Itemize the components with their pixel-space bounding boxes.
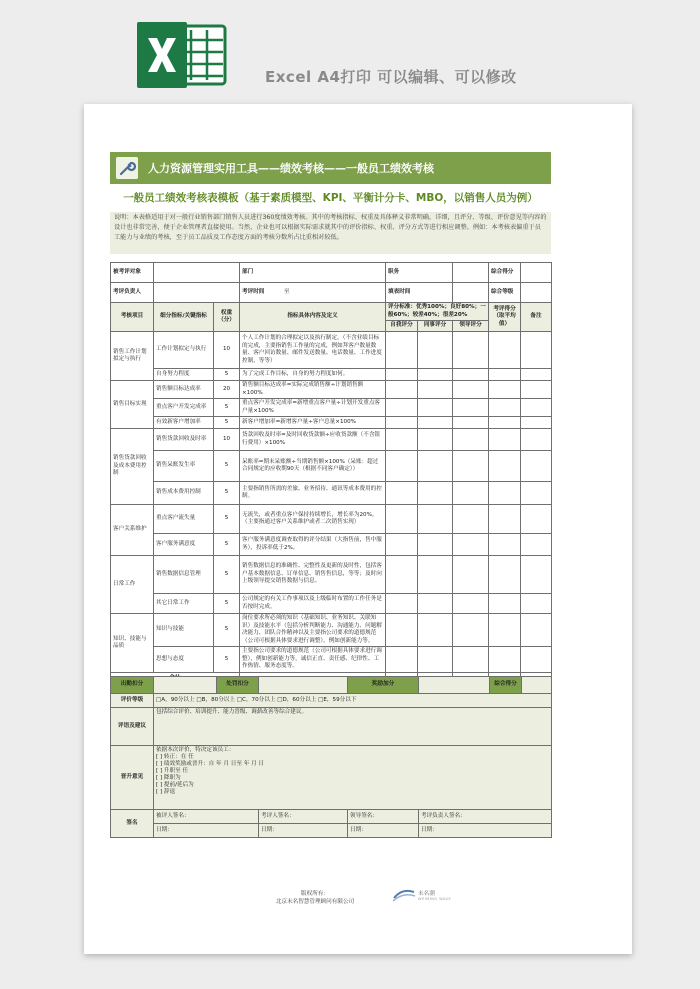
banner-title: 人力资源管理实用工具——绩效考核——一般员工绩效考核 bbox=[148, 162, 434, 175]
weight: 5 bbox=[214, 647, 240, 673]
leader-score-cell[interactable] bbox=[453, 399, 489, 417]
indicator-desc: 个人工作计划的合理拟定以及执行制定。（不含业绩目标的完成，主要指销售工作量的完成，例如拜客户数量数量、客户回访数量、邮件发送数量、电话数量、工作进度控制，等等） bbox=[240, 332, 386, 369]
table-row bbox=[111, 369, 552, 381]
attendance-label: 出勤扣分 bbox=[111, 677, 154, 694]
col-leader: 领导评分 bbox=[453, 321, 489, 332]
leader-score-cell[interactable] bbox=[453, 594, 489, 614]
note-cell[interactable] bbox=[521, 417, 552, 429]
tagline: Excel A4打印 可以编辑、可以修改 bbox=[265, 68, 517, 86]
sub-indicator: 销售数据信息管理 bbox=[154, 556, 214, 594]
note-cell[interactable] bbox=[521, 647, 552, 673]
info-row-1 bbox=[111, 263, 552, 283]
self-score-cell[interactable] bbox=[386, 451, 418, 482]
sub-indicator: 重点客户流失量 bbox=[154, 505, 214, 534]
peer-score-cell[interactable] bbox=[418, 332, 453, 369]
avg-score-cell[interactable] bbox=[489, 614, 521, 647]
info-row-2 bbox=[111, 283, 552, 303]
discipline-label: 处罚扣分 bbox=[217, 677, 259, 694]
peer-score-cell[interactable] bbox=[418, 417, 453, 429]
weight: 5 bbox=[214, 534, 240, 556]
bottom-total-input[interactable] bbox=[522, 677, 552, 694]
leader-score-cell[interactable] bbox=[453, 556, 489, 594]
form-subtitle: 一般员工绩效考核表模板（基于素质模型、KPI、平衡计分卡、MBO，以销售人员为例） bbox=[123, 192, 538, 204]
sign-reviewer[interactable]: 考评人签名： bbox=[259, 810, 348, 824]
dept-label: 部门 bbox=[240, 263, 386, 283]
copyright bbox=[266, 890, 364, 906]
leader-score-cell[interactable] bbox=[453, 429, 489, 451]
attendance-input[interactable] bbox=[154, 677, 217, 694]
sign-leader[interactable]: 领导签名： bbox=[348, 810, 419, 824]
weight: 5 bbox=[214, 594, 240, 614]
header-row-1 bbox=[111, 303, 552, 321]
total-score-label: 综合得分 bbox=[489, 263, 521, 283]
leader-score-cell[interactable] bbox=[453, 369, 489, 381]
sign-row bbox=[111, 810, 552, 824]
self-score-cell[interactable] bbox=[386, 332, 418, 369]
level-label: 综合等级 bbox=[489, 283, 521, 303]
note-cell[interactable] bbox=[521, 429, 552, 451]
indicator-desc: 无流失，或者重点客户保持持续增长，增长率为20%。（主要指通过客户关系维护或者二次销售实现） bbox=[240, 505, 386, 534]
table-row bbox=[111, 647, 552, 673]
note-cell[interactable] bbox=[521, 614, 552, 647]
note-cell[interactable] bbox=[521, 505, 552, 534]
self-score-cell[interactable] bbox=[386, 417, 418, 429]
indicator-desc: 货款回收及时率=及时回收货款额÷应收货款额（不含银行费用）×100% bbox=[240, 429, 386, 451]
sub-indicator: 销售呆账发生率 bbox=[154, 451, 214, 482]
note-cell[interactable] bbox=[521, 369, 552, 381]
suggest-text[interactable]: 包括综合评价、培训提升、能力晋级、调薪改善等综合建议。 bbox=[154, 708, 552, 746]
promo-label: 晋升意见 bbox=[111, 746, 154, 810]
table-row bbox=[111, 332, 552, 369]
peer-score-cell[interactable] bbox=[418, 451, 453, 482]
sub-indicator: 自身努力程度 bbox=[154, 369, 214, 381]
weight: 5 bbox=[214, 417, 240, 429]
fill-date-input[interactable] bbox=[453, 283, 489, 303]
note-cell[interactable] bbox=[521, 451, 552, 482]
peer-score-cell[interactable] bbox=[418, 534, 453, 556]
table-row bbox=[111, 614, 552, 647]
excel-logo-icon bbox=[135, 22, 227, 88]
peer-score-cell[interactable] bbox=[418, 369, 453, 381]
description-box: 说明：本表格适用于对一般行业销售部门销售人员进行360度绩效考核。其中的考核指标、权重及具体释义非常明确，详细，且评分、等级、评价意见等内容的设计也非常完善，便于企业管理者直接使用。当然，企业也可以根据实际需求就其中的评价指标、权重、评分方式等进行相应调整。例如：本考核表偏重于员工能力与业绩的考核，至于员工品质及工作态度方面的考核分数所占比重相对较低。 bbox=[110, 212, 551, 254]
examinee-label: 被考评对象 bbox=[111, 263, 154, 283]
indicator-desc: 销售额目标达成率=实际完成销售额÷计划销售额×100% bbox=[240, 381, 386, 399]
group-name: 知识、技能与品质 bbox=[111, 614, 154, 673]
weight: 5 bbox=[214, 369, 240, 381]
weight: 10 bbox=[214, 429, 240, 451]
self-score-cell[interactable] bbox=[386, 647, 418, 673]
indicator-desc: 主要指公司要求的道德规范（公司可根据具体要求进行调整），例如创新能力等，诚信正直、责任感、纪律性、工作热情、服务态度等。 bbox=[240, 647, 386, 673]
position-label: 职务 bbox=[386, 263, 453, 283]
avg-score-cell[interactable] bbox=[489, 534, 521, 556]
sub-indicator: 有效新客户增加率 bbox=[154, 417, 214, 429]
self-score-cell[interactable] bbox=[386, 505, 418, 534]
note-cell[interactable] bbox=[521, 399, 552, 417]
avg-score-cell[interactable] bbox=[489, 556, 521, 594]
group-name: 销售目标实现 bbox=[111, 381, 154, 429]
discipline-input[interactable] bbox=[259, 677, 348, 694]
indicator-desc: 客户服务满意度调查取得的评分结果（大指售前，售中服务），投诉率低于2%。 bbox=[240, 534, 386, 556]
avg-score-cell[interactable] bbox=[489, 399, 521, 417]
total-score-input[interactable] bbox=[521, 263, 552, 283]
avg-score-cell[interactable] bbox=[489, 381, 521, 399]
leader-score-cell[interactable] bbox=[453, 614, 489, 647]
sign-head[interactable]: 考评负责人签名： bbox=[419, 810, 552, 824]
indicator-desc: 重点客户开发完成率=新增重点客户量÷计划开发重点客户量×100% bbox=[240, 399, 386, 417]
reviewer-input[interactable] bbox=[154, 283, 240, 303]
fill-date-label: 填表时间 bbox=[386, 283, 453, 303]
self-score-cell[interactable] bbox=[386, 534, 418, 556]
sub-indicator: 销售货款回收及时率 bbox=[154, 429, 214, 451]
indicator-desc: 为了完成工作目标，自身的努力程度如何。 bbox=[240, 369, 386, 381]
col-self: 自我评分 bbox=[386, 321, 418, 332]
sub-indicator: 客户服务满意度 bbox=[154, 534, 214, 556]
peer-score-cell[interactable] bbox=[418, 399, 453, 417]
table-row bbox=[111, 534, 552, 556]
date-row bbox=[111, 824, 552, 838]
col-note: 备注 bbox=[521, 303, 552, 332]
indicator-desc: 主要指销售所需的差旅、业务招待、通讯等成本费用的控制。 bbox=[240, 482, 386, 505]
self-score-cell[interactable] bbox=[386, 399, 418, 417]
self-score-cell[interactable] bbox=[386, 594, 418, 614]
table-row bbox=[111, 482, 552, 505]
avg-score-cell[interactable] bbox=[489, 505, 521, 534]
leader-score-cell[interactable] bbox=[453, 451, 489, 482]
table-row bbox=[111, 505, 552, 534]
evaluation-table bbox=[110, 262, 552, 685]
sub-indicator: 其它日常工作 bbox=[154, 594, 214, 614]
deduction-row bbox=[111, 677, 552, 694]
self-score-cell[interactable] bbox=[386, 556, 418, 594]
suggest-label: 评语及建议 bbox=[111, 708, 154, 746]
date-examinee[interactable]: 日期： bbox=[154, 824, 259, 838]
peer-score-cell[interactable] bbox=[418, 647, 453, 673]
note-cell[interactable] bbox=[521, 594, 552, 614]
date-leader[interactable]: 日期： bbox=[348, 824, 419, 838]
table-row bbox=[111, 399, 552, 417]
position-input[interactable] bbox=[453, 263, 489, 283]
company-logo-sub: WEIMING WAVE bbox=[418, 897, 452, 901]
weight: 10 bbox=[214, 332, 240, 369]
reward-label: 奖励加分 bbox=[348, 677, 419, 694]
weight: 5 bbox=[214, 556, 240, 594]
avg-score-cell[interactable] bbox=[489, 417, 521, 429]
avg-score-cell[interactable] bbox=[489, 332, 521, 369]
weight: 5 bbox=[214, 614, 240, 647]
group-name: 销售货款回收及成本费用控制 bbox=[111, 429, 154, 505]
col-peer: 同事评分 bbox=[418, 321, 453, 332]
level-options[interactable]: □A，90分以上 □B，80分以上 □C，70分以上 □D，60分以上 □E，59分以下 bbox=[154, 694, 552, 708]
suggest-row bbox=[111, 708, 552, 746]
weight: 5 bbox=[214, 482, 240, 505]
table-row bbox=[111, 594, 552, 614]
leader-score-cell[interactable] bbox=[453, 417, 489, 429]
date-reviewer[interactable]: 日期： bbox=[259, 824, 348, 838]
wrench-icon bbox=[116, 157, 138, 179]
self-score-cell[interactable] bbox=[386, 381, 418, 399]
promotion-row bbox=[111, 746, 552, 810]
table-row bbox=[111, 381, 552, 399]
sub-indicator: 重点客户开发完成率 bbox=[154, 399, 214, 417]
note-cell[interactable] bbox=[521, 534, 552, 556]
peer-score-cell[interactable] bbox=[418, 381, 453, 399]
note-cell[interactable] bbox=[521, 482, 552, 505]
examinee-input[interactable] bbox=[154, 263, 240, 283]
col-scoring: 评分标准：优秀100%；良好80%；一般60%；较差40%；很差20% bbox=[386, 303, 489, 321]
group-name: 销售工作计划拟定与执行 bbox=[111, 332, 154, 381]
avg-score-cell[interactable] bbox=[489, 451, 521, 482]
self-score-cell[interactable] bbox=[386, 614, 418, 647]
reviewer-label: 考评负责人 bbox=[111, 283, 154, 303]
sub-indicator: 销售成本费用控制 bbox=[154, 482, 214, 505]
avg-score-cell[interactable] bbox=[489, 647, 521, 673]
indicator-desc: 销售数据信息的准确性、完整性及更新的及时性，包括客户基本数据信息、订单信息、销售售信息，等等；及时向上级领导提交销售数据与信息。 bbox=[240, 556, 386, 594]
avg-score-cell[interactable] bbox=[489, 369, 521, 381]
col-item: 考核项目 bbox=[111, 303, 154, 332]
note-cell[interactable] bbox=[521, 332, 552, 369]
table-row bbox=[111, 429, 552, 451]
table-row bbox=[111, 451, 552, 482]
peer-score-cell[interactable] bbox=[418, 594, 453, 614]
peer-score-cell[interactable] bbox=[418, 614, 453, 647]
col-score: 考评得分（取平均值） bbox=[489, 303, 521, 332]
weight: 5 bbox=[214, 505, 240, 534]
peer-score-cell[interactable] bbox=[418, 429, 453, 451]
avg-score-cell[interactable] bbox=[489, 429, 521, 451]
note-cell[interactable] bbox=[521, 381, 552, 399]
sub-indicator: 销售额目标达成率 bbox=[154, 381, 214, 399]
leader-score-cell[interactable] bbox=[453, 534, 489, 556]
self-score-cell[interactable] bbox=[386, 369, 418, 381]
table-row bbox=[111, 417, 552, 429]
copyright-company: 北京未名智慧管理顾问有限公司 bbox=[275, 899, 355, 905]
self-score-cell[interactable] bbox=[386, 429, 418, 451]
note-cell[interactable] bbox=[521, 556, 552, 594]
group-name: 日常工作 bbox=[111, 556, 154, 614]
weight: 5 bbox=[214, 451, 240, 482]
date-head[interactable]: 日期： bbox=[419, 824, 552, 838]
indicator-desc: 新客户增加率=新增客户量÷客户总量×100% bbox=[240, 417, 386, 429]
leader-score-cell[interactable] bbox=[453, 505, 489, 534]
col-desc: 指标具体内容及定义 bbox=[240, 303, 386, 332]
copyright-label: 版权所有： bbox=[301, 891, 329, 897]
table-row bbox=[111, 556, 552, 594]
level-row-label: 评价等级 bbox=[111, 694, 154, 708]
sign-label: 签名 bbox=[111, 810, 154, 838]
col-weight: 权重（分） bbox=[214, 303, 240, 332]
indicator-desc: 公司规定的有关工作事项以及上级临时布置的工作任务是否按时完成。 bbox=[240, 594, 386, 614]
title-banner bbox=[110, 152, 551, 184]
reward-input[interactable] bbox=[419, 677, 490, 694]
col-sub: 细分指标/关键指标 bbox=[154, 303, 214, 332]
bottom-total-label: 综合得分 bbox=[490, 677, 522, 694]
weight: 20 bbox=[214, 381, 240, 399]
leader-score-cell[interactable] bbox=[453, 332, 489, 369]
leader-score-cell[interactable] bbox=[453, 482, 489, 505]
indicator-desc: 呆账率=期末呆账额÷当期销售额×100%（呆账：超过合同规定的应收期90天（根据不同客户确定）） bbox=[240, 451, 386, 482]
period-cell[interactable]: 考评时间 至 bbox=[240, 283, 386, 303]
avg-score-cell[interactable] bbox=[489, 594, 521, 614]
level-row bbox=[111, 694, 552, 708]
assessment-summary-table bbox=[110, 676, 552, 838]
leader-score-cell[interactable] bbox=[453, 647, 489, 673]
level-input[interactable] bbox=[521, 283, 552, 303]
self-score-cell[interactable] bbox=[386, 482, 418, 505]
weight: 5 bbox=[214, 399, 240, 417]
peer-score-cell[interactable] bbox=[418, 482, 453, 505]
sub-indicator: 知识与技能 bbox=[154, 614, 214, 647]
sub-indicator: 思想与态度 bbox=[154, 647, 214, 673]
sub-indicator: 工作计划拟定与执行 bbox=[154, 332, 214, 369]
indicator-desc: 岗位要求所必须的知识（基础知识、业务知识、关联知识）及技能水平（包括分析判断能力、沟通能力、问题解决能力、团队合作精神以及主要指公司要求的道德规范（公司可根据具体要求进行调整），例如创新能力等。 bbox=[240, 614, 386, 647]
company-logo-name: 未名潮 bbox=[418, 891, 435, 897]
peer-score-cell[interactable] bbox=[418, 505, 453, 534]
sign-examinee[interactable]: 被评人签名： bbox=[154, 810, 259, 824]
promo-options[interactable]: 依据本次评价，特决定该员工： [ ] 转正：在 任 [ ] 绩效奖励或晋升：自 年 月 日至 年 月 日 [ ] 升职至 任 [ ] 降职为 [ ] 提前/延后为 [ ] 辞退 bbox=[154, 746, 552, 810]
avg-score-cell[interactable] bbox=[489, 482, 521, 505]
leader-score-cell[interactable] bbox=[453, 381, 489, 399]
peer-score-cell[interactable] bbox=[418, 556, 453, 594]
group-name: 客户关系维护 bbox=[111, 505, 154, 556]
